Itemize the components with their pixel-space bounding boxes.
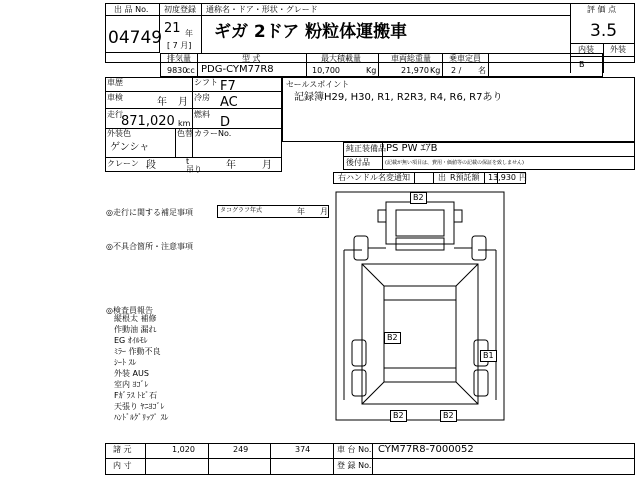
lot-number: 04749 [108, 28, 163, 48]
tacho-label: タコグラフ年式 [220, 207, 263, 214]
registration-label: 登 録 No. [337, 461, 372, 470]
first-reg-year: 21 [164, 21, 181, 36]
inspector-item: 作動油 漏れ [114, 325, 157, 334]
damage-mark: B2 [410, 192, 427, 204]
interior-label: 内装 [578, 45, 594, 54]
damage-mark: B2 [440, 410, 457, 422]
displacement-value: 9830 [167, 66, 188, 75]
grade-label: 評 価 点 [587, 5, 617, 14]
vehicle-diagram [334, 190, 506, 422]
ac-label: 冷房 [194, 93, 210, 102]
defects-label: ◎不具合箇所・注意事項 [106, 242, 193, 251]
tacho-year: 年 [297, 207, 305, 216]
shift-label: シフト [194, 78, 218, 87]
color-no-label: カラーNo. [194, 129, 232, 138]
lot-label: 出 品 No. [114, 5, 149, 14]
mileage-value: 871,020 [121, 114, 175, 129]
color-label: 外装色 [107, 129, 131, 138]
equipment-label: 純正装備品 [346, 144, 386, 153]
gross-label: 車両総重量 [391, 54, 431, 63]
inspector-item: ｼｰﾄ ｽﾚ [114, 358, 137, 367]
inspector-item: Fｶﾞﾗｽ ﾄﾋﾞ石 [114, 391, 158, 400]
chassis-value: CYM77R8-7000052 [378, 444, 474, 455]
fuel-value: D [220, 115, 231, 130]
height-value: 374 [295, 445, 311, 454]
width-value: 249 [233, 445, 249, 454]
inner-dimensions-label: 内 寸 [113, 461, 132, 470]
recycle-label: R預託額 [450, 173, 480, 182]
handle-side: 右ハンドル [338, 173, 378, 182]
inspector-item: 天張り ﾔﾆﾖｺﾞﾚ [114, 402, 165, 411]
gross-unit: Kg [430, 66, 441, 75]
chassis-label: 車 台 No. [337, 445, 372, 454]
capacity-label: 最大積載量 [321, 54, 361, 63]
displacement-unit: cc [186, 66, 195, 75]
exterior-label: 外装 [610, 45, 626, 54]
sales-text: 記録簿H29, H30, R1, R2R3, R4, R6, R7あり [294, 92, 503, 103]
tacho-month: 月 [320, 207, 328, 216]
fuel-label: 燃料 [194, 110, 210, 119]
equipment-value: PS PW ｴｱB [386, 143, 438, 154]
inspector-item: 外装 AUS [114, 369, 149, 378]
crane-t: t [186, 157, 190, 166]
inspector-item: ﾊﾝﾄﾞﾙｸﾞﾘｯﾌﾟ ｽﾚ [114, 413, 169, 422]
inspector-label: ◎検査員報告 [106, 306, 153, 315]
inspection-month: 月 [178, 97, 188, 108]
recycle-value: 13,930 [488, 173, 516, 182]
capacity-value: 10,700 [312, 66, 340, 75]
model-name: ギガ 2ドア 粉粒体運搬車 [214, 22, 408, 42]
interior-grade: B [579, 60, 585, 69]
inspector-item: ﾐﾗｰ 作動不良 [114, 347, 161, 356]
length-value: 1,020 [172, 445, 195, 454]
inspection-year: 年 [157, 97, 167, 108]
crane-month: 月 [262, 160, 272, 171]
dimensions-label: 諸 元 [113, 445, 132, 454]
inspector-item: 縦根太 補修 [114, 314, 157, 323]
inspection-label: 車検 [107, 93, 123, 102]
truck-outline-icon [334, 190, 506, 422]
color-change-label: 色替 [177, 129, 193, 138]
crane-dan: 段 [146, 160, 156, 171]
aftermarket-note: (記載が無い項目は、費用・価値等の記載の保証を致しません) [385, 160, 524, 166]
first-reg-label: 初度登録 [164, 5, 196, 14]
damage-mark: B2 [384, 332, 401, 344]
recycle-unit: 円 [519, 173, 527, 182]
crane-year: 年 [226, 160, 236, 171]
ac-value: AC [220, 95, 238, 110]
supplementary-label: ◎走行に関する補足事項 [106, 208, 193, 217]
displacement-label: 排気量 [167, 54, 191, 63]
year-unit: 年 [185, 29, 193, 38]
shift-value: F7 [220, 79, 236, 94]
model-label: 通称名・ドア・形状・グレード [206, 5, 318, 14]
damage-mark: B1 [480, 350, 497, 362]
inspector-item: 室内 ﾖｺﾞﾚ [114, 380, 149, 389]
aftermarket-label: 後付品 [346, 158, 370, 167]
seats-value: 2 / [451, 66, 462, 75]
crane-tsuri: 吊り [186, 165, 202, 174]
inspector-item: EG ｵｲﾙﾓﾚ [114, 336, 148, 345]
first-reg-month: [ 7 月] [167, 41, 192, 50]
mileage-label: 走行 [107, 110, 123, 119]
gross-value: 21,970 [401, 66, 429, 75]
type-code: PDG-CYM77R8 [201, 64, 274, 75]
mileage-unit: km [178, 119, 191, 128]
grade-value: 3.5 [590, 21, 618, 41]
seats-unit: 名 [478, 66, 486, 75]
capacity-unit: Kg [366, 66, 377, 75]
color-value: ゲンシャ [110, 142, 150, 153]
recycle-prefix: 出 [438, 173, 446, 182]
notice-label: 名変通知 [378, 173, 410, 182]
vehicle-history-label: 車歴 [107, 78, 123, 87]
sales-label: セールスポイント [286, 80, 350, 89]
seats-label: 乗車定員 [449, 54, 481, 63]
type-label: 型 式 [242, 54, 261, 63]
crane-label: クレーン [107, 159, 139, 168]
damage-mark: B2 [390, 410, 407, 422]
